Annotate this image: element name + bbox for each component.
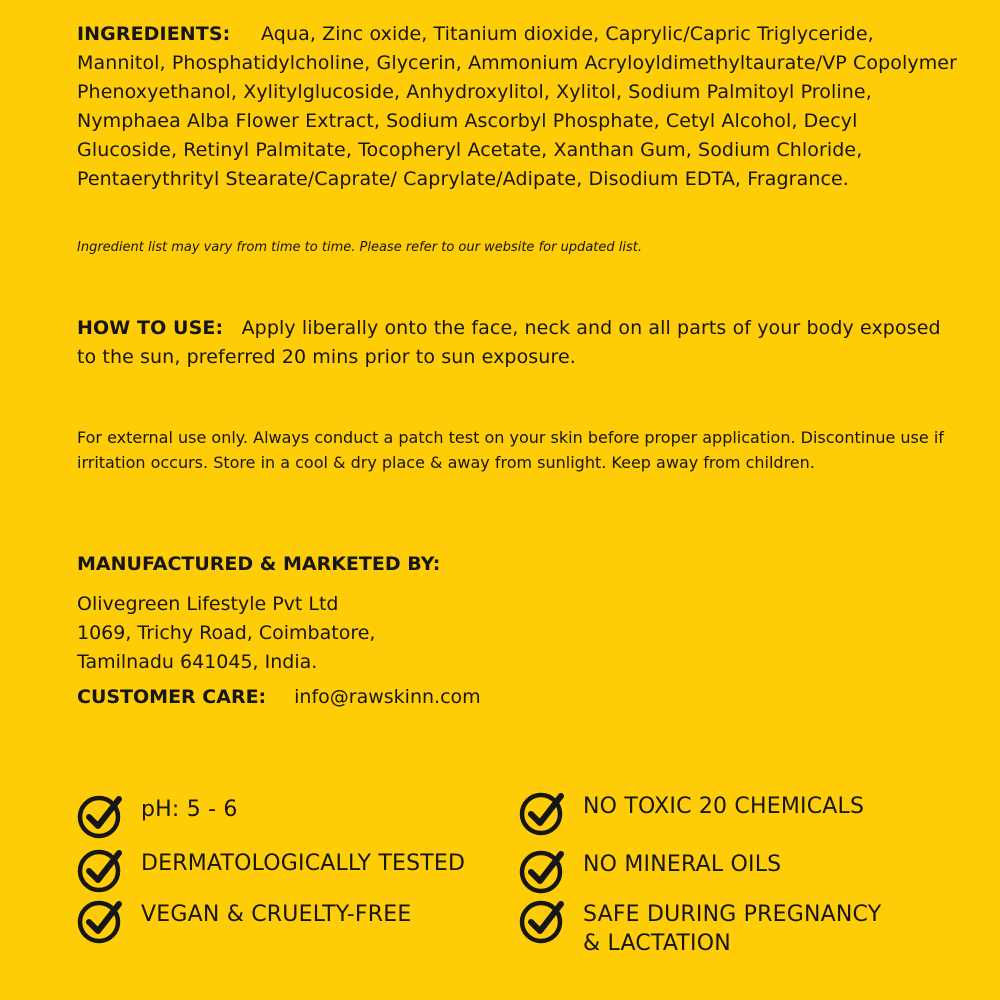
badge-no-toxic-text: NO TOXIC 20 CHEMICALS	[583, 794, 865, 819]
badge-safe-pregnancy	[519, 898, 881, 958]
how-to-use-label: HOW TO USE:	[77, 317, 224, 339]
ingredients-section	[77, 20, 957, 194]
manufacturer-address	[77, 590, 375, 677]
manufacturer-address-line1: 1069, Trichy Road, Coimbatore,	[77, 622, 376, 644]
how-to-use-section	[77, 314, 957, 372]
badge-no-mineral-text: NO MINERAL OILS	[583, 852, 782, 877]
manufacturer-label: MANUFACTURED & MARKETED BY:	[77, 553, 441, 575]
badge-ph-text: pH: 5 - 6	[141, 797, 238, 822]
ingredients-text: Aqua, Zinc oxide, Titanium dioxide, Caprylic/Capric Triglyceride, Mannitol, Phosphatidylcholine, Glycerin, Ammonium Acryloyldimethyltaurate/VP Copolymer Phenoxyethanol, Xylitylglucoside, Anhydroxylitol, Xylitol, Sodium Palmitoyl Proline, Nymphaea Alba Flower Extract, Sodium Ascorbyl Phosphate, Cetyl Alcohol, Decyl Glucoside, Retinyl Palmitate, Tocopheryl Acetate, Xanthan Gum, Sodium Chloride, Pentaerythrityl Stearate/Caprate/ Caprylate/Adipate, Disodium EDTA, Fragrance.	[77, 23, 958, 190]
badge-safe-line1: SAFE DURING PREGNANCY	[583, 902, 882, 927]
check-circle-icon	[519, 898, 565, 944]
check-circle-icon	[519, 790, 565, 836]
badge-safe-line2: & LACTATION	[583, 931, 731, 956]
ingredients-label: INGREDIENTS:	[77, 23, 231, 45]
check-circle-icon	[519, 848, 565, 894]
check-circle-icon	[77, 793, 123, 839]
check-circle-icon	[77, 898, 123, 944]
badge-vegan	[77, 898, 411, 944]
manufacturer-address-line2: Tamilnadu 641045, India.	[77, 651, 318, 673]
how-to-use-text: Apply liberally onto the face, neck and on all parts of your body exposed to the sun, preferred 20 mins prior to sun exposure.	[77, 317, 941, 368]
badge-vegan-text: VEGAN & CRUELTY-FREE	[141, 902, 412, 927]
badge-no-toxic	[519, 790, 864, 836]
customer-care	[77, 686, 481, 708]
badge-derm	[77, 847, 465, 893]
ingredients-note: Ingredient list may vary from time to time. Please refer to our website for updated list.	[77, 240, 642, 255]
warning-text: For external use only. Always conduct a patch test on your skin before proper application. Discontinue use if irritation occurs. Store in a cool & dry place & away from sunlight. Keep away from children.	[77, 428, 944, 472]
badge-ph	[77, 793, 238, 839]
badge-safe-pregnancy-text	[583, 900, 881, 958]
customer-care-label: CUSTOMER CARE:	[77, 686, 267, 708]
customer-care-email[interactable]: info@rawskinn.com	[294, 686, 481, 708]
badge-derm-text: DERMATOLOGICALLY TESTED	[141, 851, 466, 876]
check-circle-icon	[77, 847, 123, 893]
manufacturer-name: Olivegreen Lifestyle Pvt Ltd	[77, 593, 339, 615]
badge-no-mineral	[519, 848, 781, 894]
